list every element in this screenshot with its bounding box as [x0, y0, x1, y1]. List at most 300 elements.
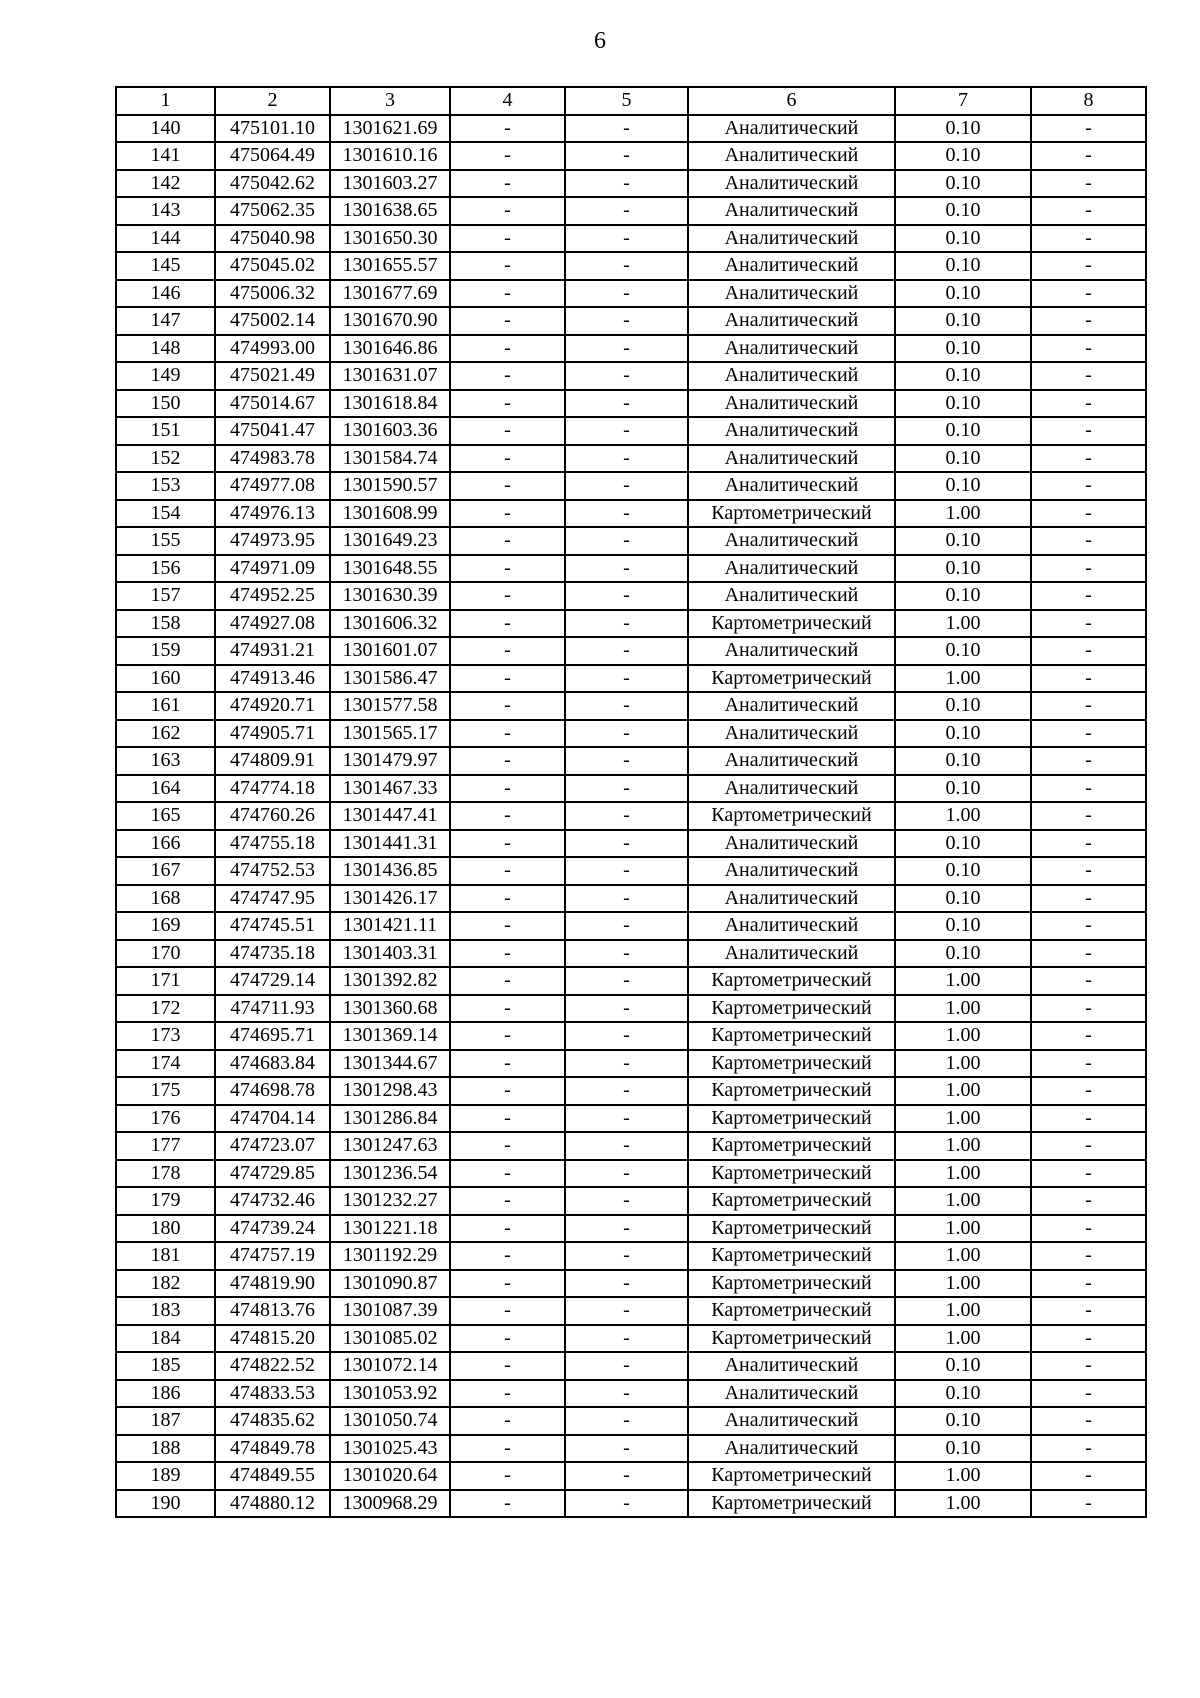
table-row [116, 1187, 1146, 1215]
column-5-cell: - [565, 1215, 688, 1243]
y-coordinate-cell: 1301590.57 [330, 472, 450, 500]
point-number-cell: 157 [116, 582, 215, 610]
column-8-cell: - [1031, 885, 1146, 913]
table-row [116, 472, 1146, 500]
x-coordinate-cell: 474952.25 [215, 582, 330, 610]
y-coordinate-cell: 1301584.74 [330, 445, 450, 473]
point-number-cell: 162 [116, 720, 215, 748]
x-coordinate-cell: 474755.18 [215, 830, 330, 858]
column-5-cell: - [565, 1270, 688, 1298]
column-5-cell: - [565, 390, 688, 418]
table-row [116, 225, 1146, 253]
column-4-cell: - [450, 1297, 565, 1325]
column-5-cell: - [565, 225, 688, 253]
point-number-cell: 185 [116, 1352, 215, 1380]
accuracy-cell: 0.10 [895, 390, 1031, 418]
column-8-cell: - [1031, 500, 1146, 528]
column-5-cell: - [565, 802, 688, 830]
method-cell: Картометрический [688, 1215, 895, 1243]
table-row [116, 830, 1146, 858]
accuracy-cell: 0.10 [895, 912, 1031, 940]
column-5-cell: - [565, 1022, 688, 1050]
column-5-cell: - [565, 115, 688, 143]
column-8-cell: - [1031, 1407, 1146, 1435]
column-5-cell: - [565, 472, 688, 500]
column-8-cell: - [1031, 830, 1146, 858]
column-5-cell: - [565, 995, 688, 1023]
column-8-cell: - [1031, 610, 1146, 638]
table-row [116, 1352, 1146, 1380]
table-row [116, 1077, 1146, 1105]
accuracy-cell: 0.10 [895, 1352, 1031, 1380]
x-coordinate-cell: 475014.67 [215, 390, 330, 418]
y-coordinate-cell: 1301369.14 [330, 1022, 450, 1050]
table-row [116, 1435, 1146, 1463]
point-number-cell: 152 [116, 445, 215, 473]
table-body [116, 115, 1146, 1518]
column-8-cell: - [1031, 1435, 1146, 1463]
accuracy-cell: 1.00 [895, 1462, 1031, 1490]
column-4-cell: - [450, 555, 565, 583]
accuracy-cell: 0.10 [895, 692, 1031, 720]
x-coordinate-cell: 475006.32 [215, 280, 330, 308]
column-5-cell: - [565, 1380, 688, 1408]
accuracy-cell: 0.10 [895, 637, 1031, 665]
column-5-cell: - [565, 1160, 688, 1188]
x-coordinate-cell: 474760.26 [215, 802, 330, 830]
accuracy-cell: 0.10 [895, 280, 1031, 308]
table-row [116, 197, 1146, 225]
table-row [116, 1160, 1146, 1188]
table-row [116, 1215, 1146, 1243]
table-row [116, 967, 1146, 995]
y-coordinate-cell: 1301085.02 [330, 1325, 450, 1353]
method-cell: Аналитический [688, 940, 895, 968]
column-8-cell: - [1031, 1022, 1146, 1050]
accuracy-cell: 1.00 [895, 1490, 1031, 1518]
column-4-cell: - [450, 692, 565, 720]
column-5-cell: - [565, 445, 688, 473]
column-4-cell: - [450, 1490, 565, 1518]
accuracy-cell: 1.00 [895, 995, 1031, 1023]
method-cell: Аналитический [688, 362, 895, 390]
y-coordinate-cell: 1301650.30 [330, 225, 450, 253]
point-number-cell: 166 [116, 830, 215, 858]
column-8-cell: - [1031, 307, 1146, 335]
accuracy-cell: 0.10 [895, 527, 1031, 555]
point-number-cell: 147 [116, 307, 215, 335]
column-8-cell: - [1031, 1242, 1146, 1270]
point-number-cell: 168 [116, 885, 215, 913]
x-coordinate-cell: 474973.95 [215, 527, 330, 555]
x-coordinate-cell: 474683.84 [215, 1050, 330, 1078]
x-coordinate-cell: 474745.51 [215, 912, 330, 940]
table-row [116, 335, 1146, 363]
column-header: 4 [450, 87, 565, 115]
x-coordinate-cell: 475002.14 [215, 307, 330, 335]
column-5-cell: - [565, 1132, 688, 1160]
point-number-cell: 176 [116, 1105, 215, 1133]
column-4-cell: - [450, 720, 565, 748]
column-8-cell: - [1031, 775, 1146, 803]
method-cell: Аналитический [688, 417, 895, 445]
table-row [116, 390, 1146, 418]
x-coordinate-cell: 475045.02 [215, 252, 330, 280]
accuracy-cell: 1.00 [895, 1187, 1031, 1215]
column-4-cell: - [450, 115, 565, 143]
y-coordinate-cell: 1301232.27 [330, 1187, 450, 1215]
column-header: 7 [895, 87, 1031, 115]
column-4-cell: - [450, 280, 565, 308]
x-coordinate-cell: 474757.19 [215, 1242, 330, 1270]
column-5-cell: - [565, 637, 688, 665]
column-4-cell: - [450, 1187, 565, 1215]
table-row [116, 610, 1146, 638]
method-cell: Аналитический [688, 775, 895, 803]
column-8-cell: - [1031, 1160, 1146, 1188]
x-coordinate-cell: 474927.08 [215, 610, 330, 638]
point-number-cell: 160 [116, 665, 215, 693]
column-4-cell: - [450, 142, 565, 170]
column-8-cell: - [1031, 417, 1146, 445]
column-8-cell: - [1031, 1297, 1146, 1325]
column-header: 2 [215, 87, 330, 115]
method-cell: Картометрический [688, 1050, 895, 1078]
accuracy-cell: 0.10 [895, 445, 1031, 473]
x-coordinate-cell: 475064.49 [215, 142, 330, 170]
column-4-cell: - [450, 1407, 565, 1435]
point-number-cell: 180 [116, 1215, 215, 1243]
x-coordinate-cell: 474819.90 [215, 1270, 330, 1298]
method-cell: Картометрический [688, 1022, 895, 1050]
table-row [116, 912, 1146, 940]
point-number-cell: 189 [116, 1462, 215, 1490]
column-8-cell: - [1031, 280, 1146, 308]
accuracy-cell: 0.10 [895, 307, 1031, 335]
column-header: 5 [565, 87, 688, 115]
column-5-cell: - [565, 610, 688, 638]
x-coordinate-cell: 474815.20 [215, 1325, 330, 1353]
y-coordinate-cell: 1301286.84 [330, 1105, 450, 1133]
column-8-cell: - [1031, 1490, 1146, 1518]
method-cell: Аналитический [688, 885, 895, 913]
column-8-cell: - [1031, 582, 1146, 610]
column-header: 3 [330, 87, 450, 115]
x-coordinate-cell: 475101.10 [215, 115, 330, 143]
point-number-cell: 169 [116, 912, 215, 940]
y-coordinate-cell: 1301677.69 [330, 280, 450, 308]
column-5-cell: - [565, 307, 688, 335]
table-row [116, 445, 1146, 473]
point-number-cell: 171 [116, 967, 215, 995]
column-4-cell: - [450, 665, 565, 693]
y-coordinate-cell: 1301221.18 [330, 1215, 450, 1243]
accuracy-cell: 0.10 [895, 417, 1031, 445]
y-coordinate-cell: 1301603.27 [330, 170, 450, 198]
y-coordinate-cell: 1301610.16 [330, 142, 450, 170]
method-cell: Картометрический [688, 1297, 895, 1325]
y-coordinate-cell: 1301298.43 [330, 1077, 450, 1105]
method-cell: Аналитический [688, 197, 895, 225]
column-8-cell: - [1031, 940, 1146, 968]
point-number-cell: 173 [116, 1022, 215, 1050]
table-row [116, 500, 1146, 528]
method-cell: Аналитический [688, 252, 895, 280]
table-row [116, 940, 1146, 968]
point-number-cell: 165 [116, 802, 215, 830]
column-4-cell: - [450, 775, 565, 803]
y-coordinate-cell: 1301447.41 [330, 802, 450, 830]
column-4-cell: - [450, 637, 565, 665]
method-cell: Аналитический [688, 830, 895, 858]
y-coordinate-cell: 1301192.29 [330, 1242, 450, 1270]
point-number-cell: 181 [116, 1242, 215, 1270]
method-cell: Аналитический [688, 912, 895, 940]
table-row [116, 417, 1146, 445]
x-coordinate-cell: 474931.21 [215, 637, 330, 665]
x-coordinate-cell: 474704.14 [215, 1105, 330, 1133]
x-coordinate-cell: 474977.08 [215, 472, 330, 500]
point-number-cell: 140 [116, 115, 215, 143]
x-coordinate-cell: 475021.49 [215, 362, 330, 390]
accuracy-cell: 0.10 [895, 335, 1031, 363]
method-cell: Аналитический [688, 1380, 895, 1408]
accuracy-cell: 0.10 [895, 142, 1031, 170]
method-cell: Картометрический [688, 1132, 895, 1160]
column-8-cell: - [1031, 692, 1146, 720]
column-5-cell: - [565, 280, 688, 308]
column-5-cell: - [565, 1490, 688, 1518]
column-4-cell: - [450, 225, 565, 253]
x-coordinate-cell: 474809.91 [215, 747, 330, 775]
y-coordinate-cell: 1301053.92 [330, 1380, 450, 1408]
column-4-cell: - [450, 802, 565, 830]
accuracy-cell: 1.00 [895, 610, 1031, 638]
column-5-cell: - [565, 252, 688, 280]
x-coordinate-cell: 474739.24 [215, 1215, 330, 1243]
column-5-cell: - [565, 527, 688, 555]
point-number-cell: 175 [116, 1077, 215, 1105]
column-8-cell: - [1031, 390, 1146, 418]
column-5-cell: - [565, 857, 688, 885]
method-cell: Картометрический [688, 1077, 895, 1105]
y-coordinate-cell: 1301479.97 [330, 747, 450, 775]
method-cell: Аналитический [688, 692, 895, 720]
column-5-cell: - [565, 1297, 688, 1325]
column-4-cell: - [450, 967, 565, 995]
accuracy-cell: 1.00 [895, 1242, 1031, 1270]
column-4-cell: - [450, 1352, 565, 1380]
table-row [116, 307, 1146, 335]
column-4-cell: - [450, 995, 565, 1023]
x-coordinate-cell: 474695.71 [215, 1022, 330, 1050]
column-4-cell: - [450, 1462, 565, 1490]
point-number-cell: 145 [116, 252, 215, 280]
column-4-cell: - [450, 1077, 565, 1105]
x-coordinate-cell: 474813.76 [215, 1297, 330, 1325]
y-coordinate-cell: 1301655.57 [330, 252, 450, 280]
table-row [116, 527, 1146, 555]
column-8-cell: - [1031, 115, 1146, 143]
y-coordinate-cell: 1301020.64 [330, 1462, 450, 1490]
column-8-cell: - [1031, 1270, 1146, 1298]
column-5-cell: - [565, 940, 688, 968]
table-row [116, 362, 1146, 390]
y-coordinate-cell: 1301436.85 [330, 857, 450, 885]
column-4-cell: - [450, 857, 565, 885]
column-4-cell: - [450, 1132, 565, 1160]
point-number-cell: 186 [116, 1380, 215, 1408]
point-number-cell: 155 [116, 527, 215, 555]
column-8-cell: - [1031, 225, 1146, 253]
y-coordinate-cell: 1301360.68 [330, 995, 450, 1023]
accuracy-cell: 1.00 [895, 1297, 1031, 1325]
method-cell: Картометрический [688, 500, 895, 528]
method-cell: Картометрический [688, 995, 895, 1023]
y-coordinate-cell: 1301603.36 [330, 417, 450, 445]
point-number-cell: 158 [116, 610, 215, 638]
accuracy-cell: 0.10 [895, 197, 1031, 225]
method-cell: Аналитический [688, 280, 895, 308]
point-number-cell: 148 [116, 335, 215, 363]
accuracy-cell: 0.10 [895, 225, 1031, 253]
x-coordinate-cell: 474971.09 [215, 555, 330, 583]
column-4-cell: - [450, 830, 565, 858]
column-5-cell: - [565, 1462, 688, 1490]
point-number-cell: 184 [116, 1325, 215, 1353]
accuracy-cell: 1.00 [895, 1105, 1031, 1133]
y-coordinate-cell: 1301467.33 [330, 775, 450, 803]
method-cell: Картометрический [688, 1160, 895, 1188]
point-number-cell: 178 [116, 1160, 215, 1188]
point-number-cell: 151 [116, 417, 215, 445]
method-cell: Аналитический [688, 857, 895, 885]
column-4-cell: - [450, 252, 565, 280]
x-coordinate-cell: 474880.12 [215, 1490, 330, 1518]
y-coordinate-cell: 1301577.58 [330, 692, 450, 720]
method-cell: Картометрический [688, 1105, 895, 1133]
accuracy-cell: 1.00 [895, 802, 1031, 830]
column-5-cell: - [565, 967, 688, 995]
point-number-cell: 182 [116, 1270, 215, 1298]
method-cell: Аналитический [688, 307, 895, 335]
x-coordinate-cell: 474849.55 [215, 1462, 330, 1490]
table-row [116, 170, 1146, 198]
method-cell: Аналитический [688, 142, 895, 170]
column-8-cell: - [1031, 142, 1146, 170]
x-coordinate-cell: 474723.07 [215, 1132, 330, 1160]
point-number-cell: 150 [116, 390, 215, 418]
column-8-cell: - [1031, 445, 1146, 473]
y-coordinate-cell: 1301090.87 [330, 1270, 450, 1298]
accuracy-cell: 0.10 [895, 582, 1031, 610]
x-coordinate-cell: 474822.52 [215, 1352, 330, 1380]
column-8-cell: - [1031, 967, 1146, 995]
column-4-cell: - [450, 307, 565, 335]
table-row [116, 775, 1146, 803]
table-row [116, 252, 1146, 280]
y-coordinate-cell: 1301638.65 [330, 197, 450, 225]
column-5-cell: - [565, 1325, 688, 1353]
x-coordinate-cell: 474711.93 [215, 995, 330, 1023]
column-4-cell: - [450, 1050, 565, 1078]
y-coordinate-cell: 1301236.54 [330, 1160, 450, 1188]
point-number-cell: 187 [116, 1407, 215, 1435]
point-number-cell: 156 [116, 555, 215, 583]
table-row [116, 555, 1146, 583]
method-cell: Аналитический [688, 472, 895, 500]
column-4-cell: - [450, 500, 565, 528]
column-header: 6 [688, 87, 895, 115]
column-4-cell: - [450, 1105, 565, 1133]
x-coordinate-cell: 474732.46 [215, 1187, 330, 1215]
accuracy-cell: 0.10 [895, 775, 1031, 803]
point-number-cell: 161 [116, 692, 215, 720]
table-row [116, 1242, 1146, 1270]
column-5-cell: - [565, 335, 688, 363]
column-8-cell: - [1031, 1325, 1146, 1353]
method-cell: Аналитический [688, 527, 895, 555]
column-8-cell: - [1031, 1462, 1146, 1490]
accuracy-cell: 0.10 [895, 1435, 1031, 1463]
table-row [116, 582, 1146, 610]
x-coordinate-cell: 474913.46 [215, 665, 330, 693]
y-coordinate-cell: 1301586.47 [330, 665, 450, 693]
column-5-cell: - [565, 720, 688, 748]
column-4-cell: - [450, 582, 565, 610]
column-8-cell: - [1031, 527, 1146, 555]
point-number-cell: 177 [116, 1132, 215, 1160]
y-coordinate-cell: 1301631.07 [330, 362, 450, 390]
column-8-cell: - [1031, 912, 1146, 940]
table-row [116, 692, 1146, 720]
accuracy-cell: 1.00 [895, 967, 1031, 995]
x-coordinate-cell: 474729.85 [215, 1160, 330, 1188]
column-4-cell: - [450, 335, 565, 363]
y-coordinate-cell: 1301426.17 [330, 885, 450, 913]
column-8-cell: - [1031, 1050, 1146, 1078]
column-8-cell: - [1031, 335, 1146, 363]
accuracy-cell: 1.00 [895, 1215, 1031, 1243]
column-4-cell: - [450, 417, 565, 445]
y-coordinate-cell: 1301618.84 [330, 390, 450, 418]
accuracy-cell: 0.10 [895, 720, 1031, 748]
method-cell: Аналитический [688, 637, 895, 665]
x-coordinate-cell: 474833.53 [215, 1380, 330, 1408]
y-coordinate-cell: 1301087.39 [330, 1297, 450, 1325]
point-number-cell: 146 [116, 280, 215, 308]
column-8-cell: - [1031, 1105, 1146, 1133]
column-5-cell: - [565, 1187, 688, 1215]
table-row [116, 142, 1146, 170]
column-8-cell: - [1031, 802, 1146, 830]
method-cell: Аналитический [688, 445, 895, 473]
accuracy-cell: 0.10 [895, 555, 1031, 583]
accuracy-cell: 0.10 [895, 362, 1031, 390]
column-5-cell: - [565, 1077, 688, 1105]
column-5-cell: - [565, 362, 688, 390]
method-cell: Картометрический [688, 1325, 895, 1353]
x-coordinate-cell: 474993.00 [215, 335, 330, 363]
x-coordinate-cell: 475042.62 [215, 170, 330, 198]
column-5-cell: - [565, 1407, 688, 1435]
point-number-cell: 149 [116, 362, 215, 390]
x-coordinate-cell: 474747.95 [215, 885, 330, 913]
column-5-cell: - [565, 665, 688, 693]
accuracy-cell: 0.10 [895, 885, 1031, 913]
column-5-cell: - [565, 692, 688, 720]
point-number-cell: 159 [116, 637, 215, 665]
